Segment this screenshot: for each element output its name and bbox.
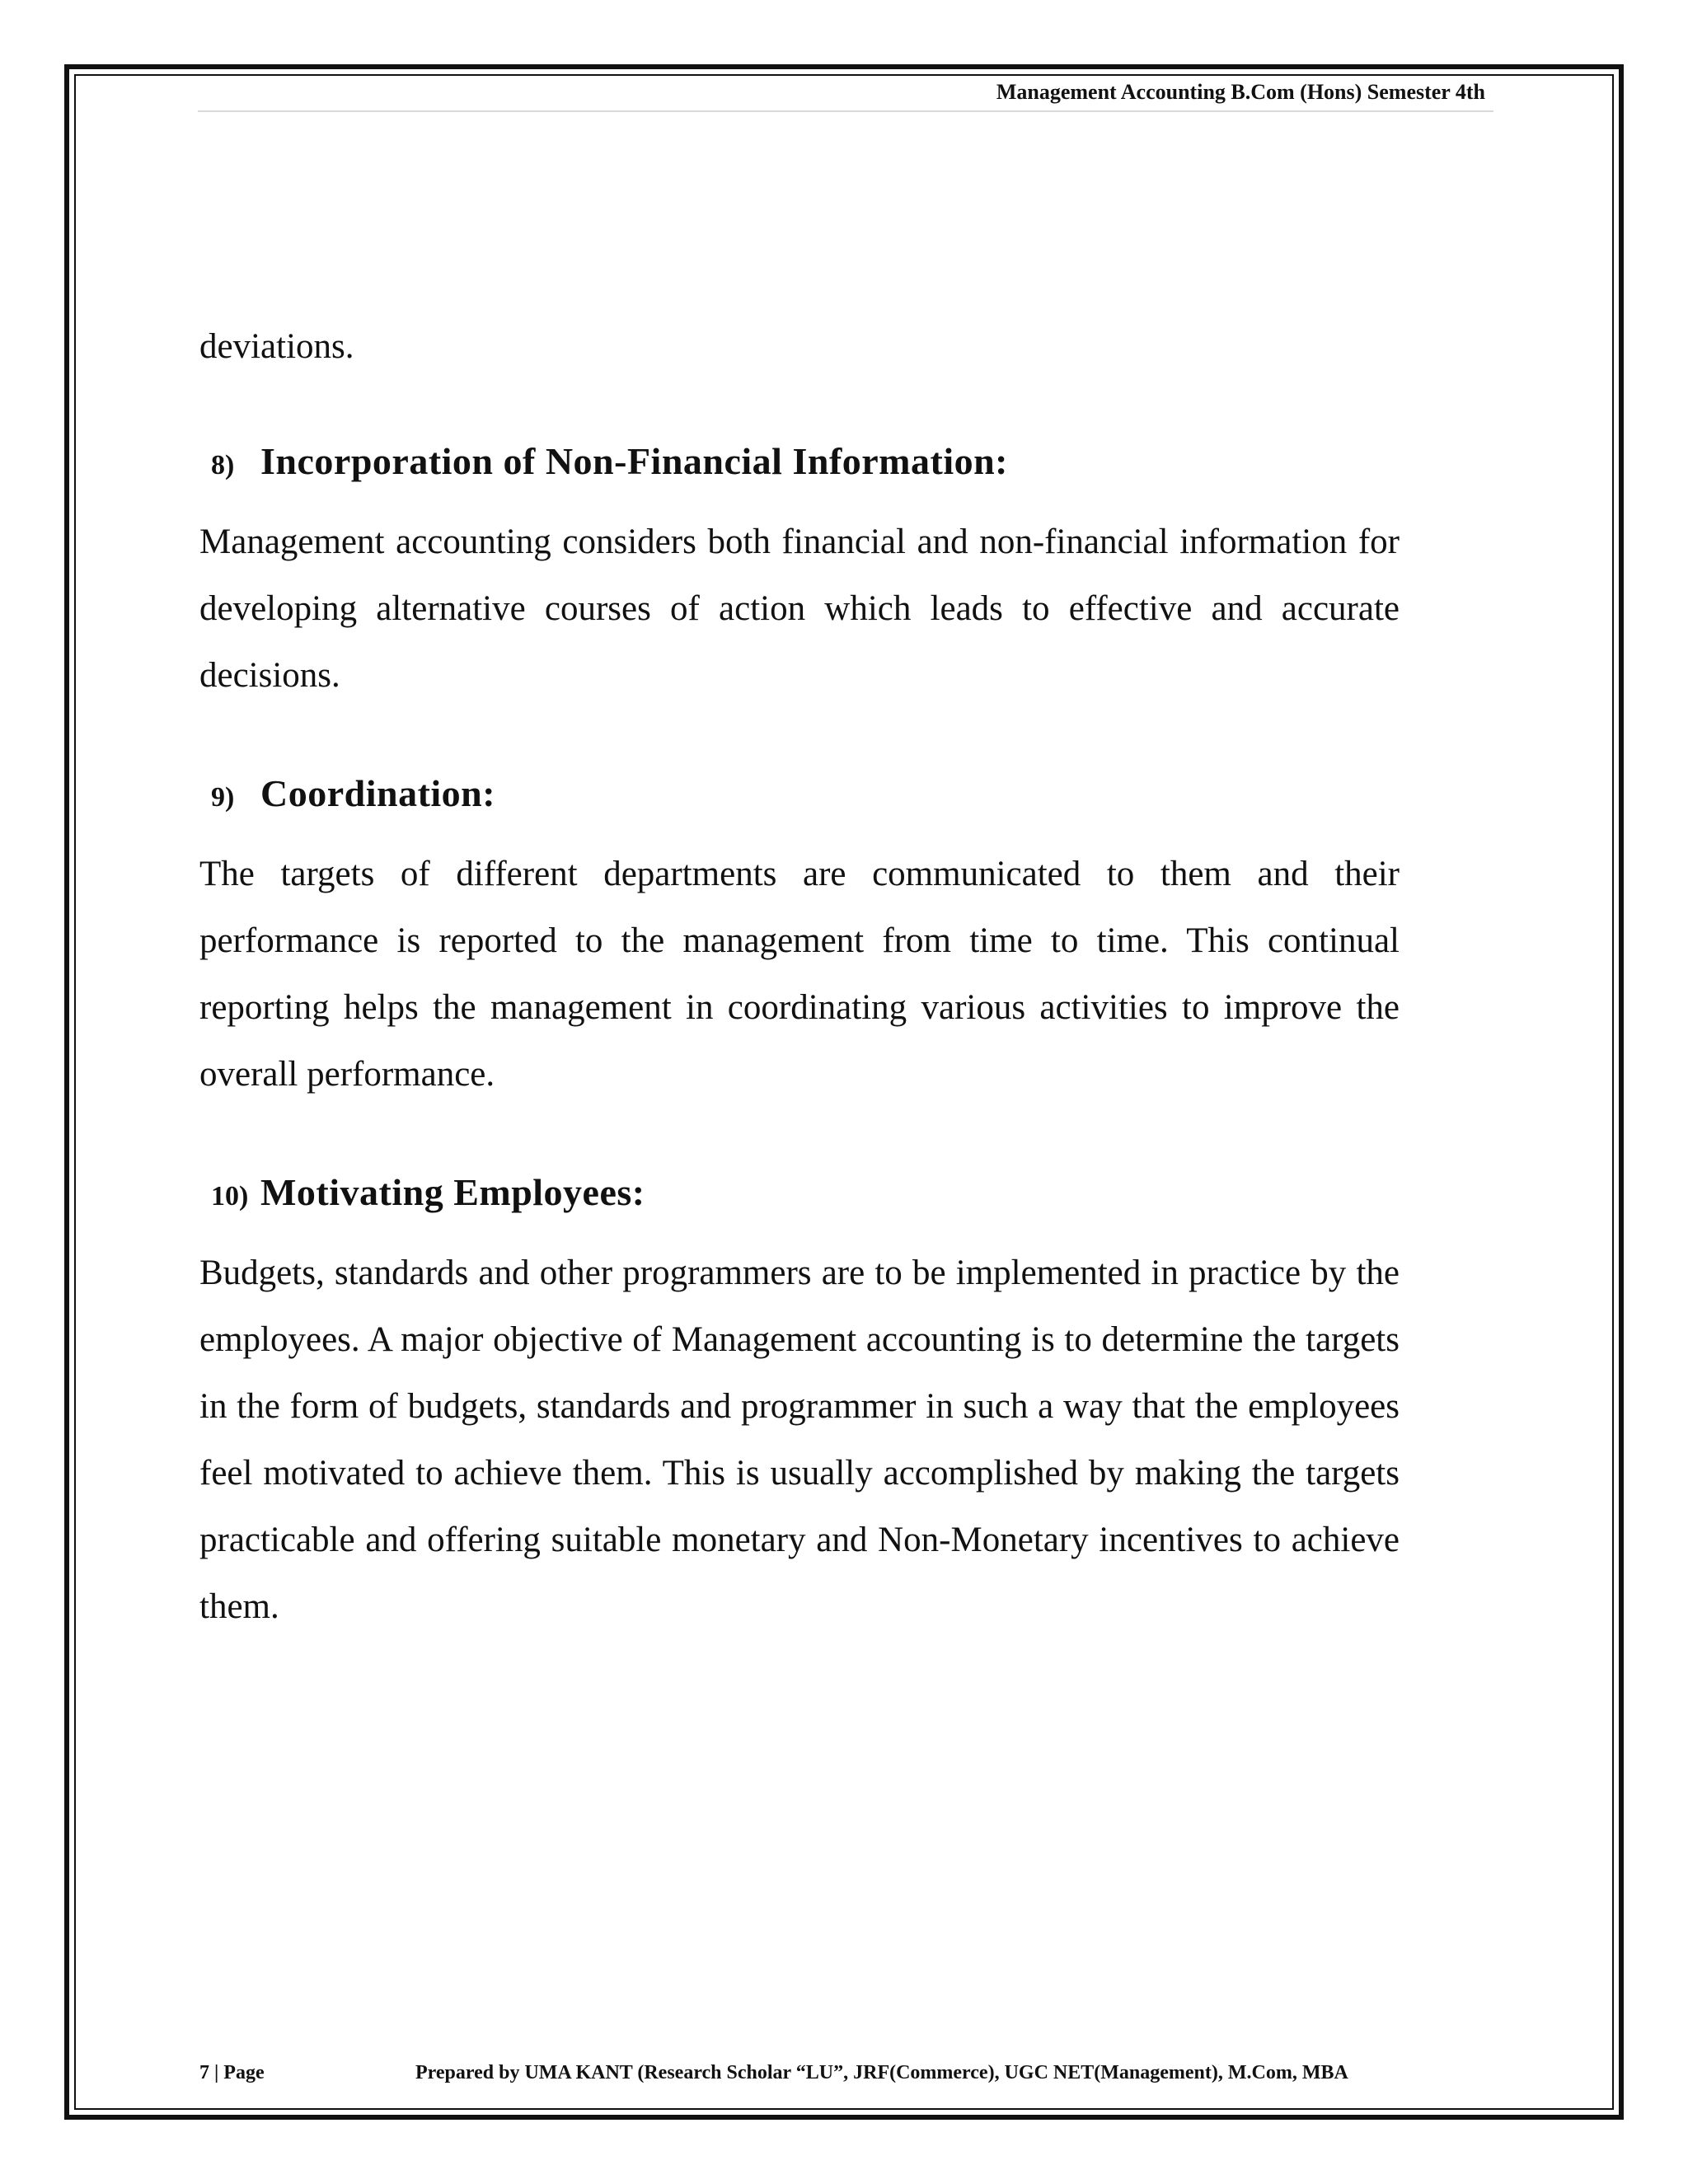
section-heading (199, 771, 1400, 837)
section-number: 9) (211, 782, 235, 813)
author-credit: Prepared by UMA KANT (Research Scholar “LU”, JRF(Commerce), UGC NET(Management), M.Com, MBA (415, 2062, 1348, 2083)
section-title: Coordination: (260, 772, 496, 814)
section-number: 8) (211, 450, 235, 480)
section-coordination (199, 771, 1400, 1108)
section-heading (199, 439, 1400, 505)
section-non-financial-information (199, 439, 1400, 709)
section-body: The targets of different departments are communicated to them and their performance is reported to the management from time to time. This continual reporting helps the management in coordinating various activities to improve the overall performance. (199, 855, 1400, 1094)
page-number: 7 | Page (199, 2062, 265, 2083)
continuation-text: deviations. (199, 327, 354, 366)
running-header: Management Accounting B.Com (Hons) Semester 4th (198, 79, 1493, 112)
section-number: 10) (211, 1181, 249, 1212)
section-title: Incorporation of Non-Financial Information: (260, 440, 1008, 482)
section-title: Motivating Employees: (260, 1171, 645, 1213)
section-body: Management accounting considers both financial and non-financial information for developing alternative courses of action which leads to effective and accurate decisions. (199, 523, 1400, 695)
section-body: Budgets, standards and other programmers are to be implemented in practice by the employees. A major objective of Management accounting is to determine the targets in the form of budgets, standards and programmer in such a way that the employees feel motivated to achieve them. This is usually accomplished by making the targets practicable and offering suitable monetary and Non-Monetary incentives to achieve them. (199, 1254, 1400, 1626)
section-heading (199, 1170, 1400, 1236)
section-motivating-employees (199, 1170, 1400, 1640)
page-content (199, 313, 1400, 1703)
